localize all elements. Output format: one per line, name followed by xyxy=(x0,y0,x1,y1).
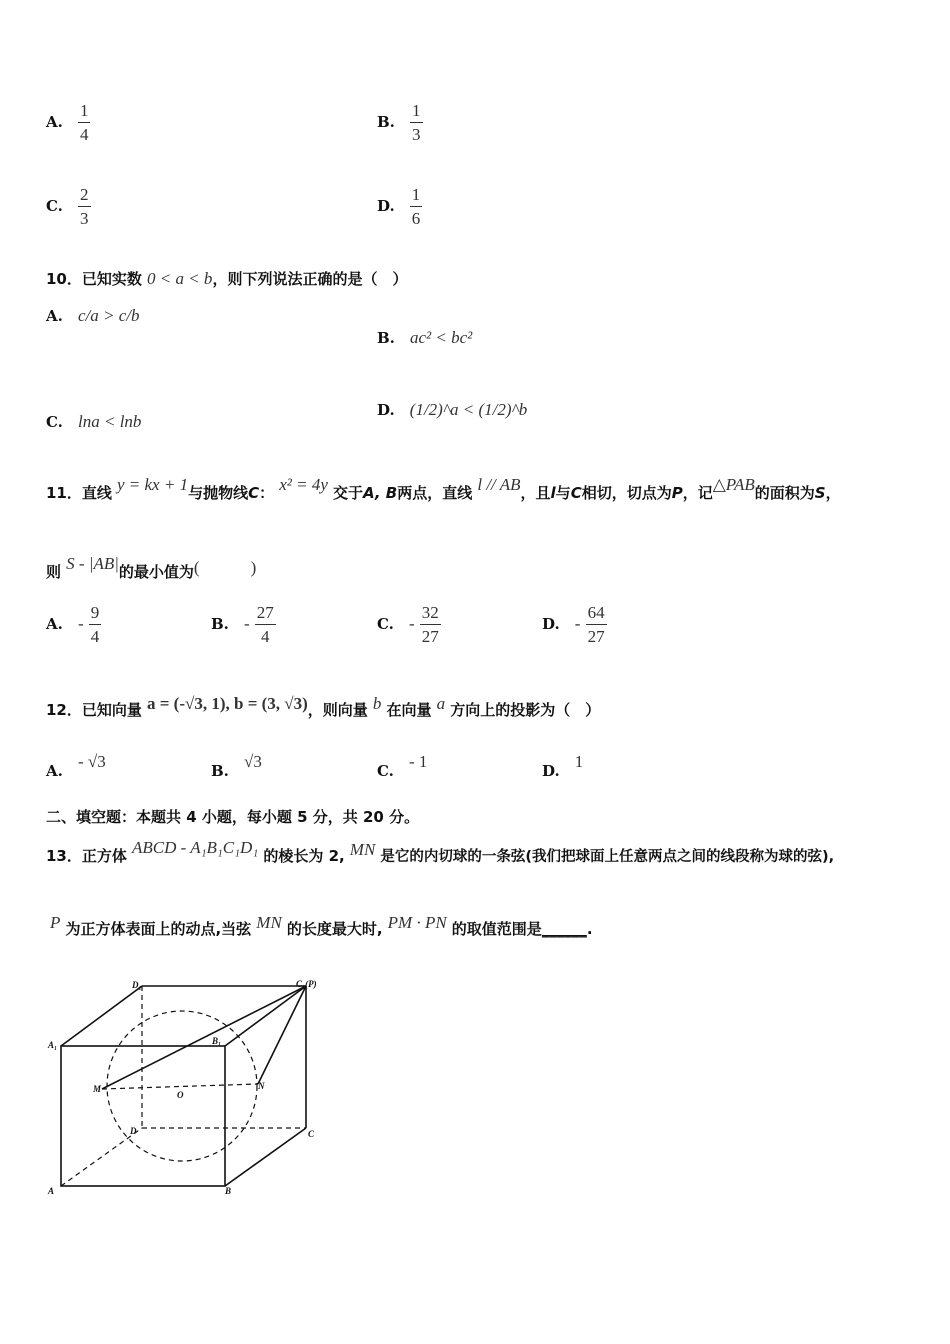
option-math: ac² < bc² xyxy=(410,328,473,347)
q12-option-d: D. 1 xyxy=(542,752,584,780)
option-label: A. xyxy=(46,113,63,131)
option-label: C. xyxy=(46,197,63,215)
fraction: $\frac{32}{27}$ xyxy=(421,603,439,646)
q13-stem-line2: P 为正方体表面上的动点,当弦 MN 的长度最大时, PM · PN 的取值范围是______. xyxy=(50,913,593,938)
fraction: $\frac{1}{6}$ xyxy=(411,185,421,228)
answer-blank[interactable]: ______ xyxy=(541,920,587,938)
cube-figure xyxy=(40,972,340,1202)
q13-stem-line1: 13．正方体 ABCD - A₁B₁C₁D₁ 的棱长为 2, MN 是它的内切球的一条弦(我们把球面上任意两点之间的线段称为球的弦), xyxy=(46,838,835,865)
option-math: lna < lnb xyxy=(78,412,142,431)
q10-stem: 10．已知实数 0 < a < b，则下列说法正确的是（ ） xyxy=(46,269,408,288)
edge-a1-d1 xyxy=(61,986,142,1046)
q11-stem-line2: 则 S - |AB|的最小值为( ) xyxy=(46,554,257,581)
fraction: $\frac{1}{3}$ xyxy=(412,101,421,144)
q12-option-a: A. - √3 xyxy=(46,752,106,780)
fraction: $\frac{2}{3}$ xyxy=(80,185,89,228)
q10-option-a: A. c/a > c/b xyxy=(46,306,140,325)
q12-stem: 12．已知向量 a = (-√3, 1), b = (3, √3)，则向量 b 在向量 a 方向上的投影为（ ） xyxy=(46,694,601,719)
fraction: $\frac{64}{27}$ xyxy=(587,603,605,646)
option-math: c/a > c/b xyxy=(77,306,140,325)
section-heading: 二、填空题：本题共 4 小题，每小题 5 分，共 20 分。 xyxy=(46,808,420,826)
edge-b1-c1 xyxy=(225,986,306,1046)
label-d1: D₁ xyxy=(132,980,142,990)
q9-option-a xyxy=(46,102,90,143)
fraction: $\frac{1}{4}$ xyxy=(79,101,89,144)
front-face xyxy=(61,1046,225,1186)
option-math: (1/2)^a < (1/2)^b xyxy=(409,400,528,419)
q10-option-c: C. lna < lnb xyxy=(46,412,142,431)
q11-option-d: D. - $\frac{64}{27}$ xyxy=(542,603,605,646)
condition: 0 < a < b xyxy=(146,269,213,288)
label-c: C xyxy=(308,1129,315,1139)
fraction: $\frac{9}{4}$ xyxy=(90,603,100,646)
q11-option-a: A. - $\frac{9}{4}$ xyxy=(46,603,100,646)
segment-m-p xyxy=(102,986,306,1089)
label-m: M xyxy=(93,1084,102,1094)
label-c1-p: C₁(P) xyxy=(296,979,317,989)
chord-mn xyxy=(102,1084,258,1089)
q9-option-b xyxy=(377,102,423,143)
q12-option-b: B. √3 xyxy=(211,752,262,780)
option-label: D. xyxy=(377,197,395,215)
q11-option-b: B. - $\frac{27}{4}$ xyxy=(211,603,274,646)
q10-option-d: D. (1/2)^a < (1/2)^b xyxy=(377,400,528,419)
label-d: D xyxy=(130,1126,137,1136)
option-label: B. xyxy=(377,113,395,131)
q9-option-d xyxy=(377,186,422,227)
label-b1: B₁ xyxy=(212,1036,222,1046)
q11-option-c: C. - $\frac{32}{27}$ xyxy=(377,603,439,646)
label-n: N xyxy=(258,1081,265,1091)
label-a: A xyxy=(48,1186,55,1196)
label-a1: A₁ xyxy=(48,1040,58,1050)
inscribed-sphere xyxy=(107,1011,257,1161)
hidden-edge-a-d xyxy=(61,1128,142,1186)
fraction: $\frac{27}{4}$ xyxy=(256,603,274,646)
q9-option-c xyxy=(46,186,91,227)
q12-option-c: C. - 1 xyxy=(377,752,428,780)
q10-option-b: B. ac² < bc² xyxy=(377,328,473,347)
q11-stem-line1: 11．直线 y = kx + 1与抛物线C： x² = 4y 交于A, B两点，直线 l // AB，且l与C相切，切点为P，记△PAB的面积为S， xyxy=(46,475,841,502)
segment-n-p xyxy=(258,986,306,1084)
label-o: O xyxy=(177,1090,184,1100)
label-b: B xyxy=(225,1186,232,1196)
